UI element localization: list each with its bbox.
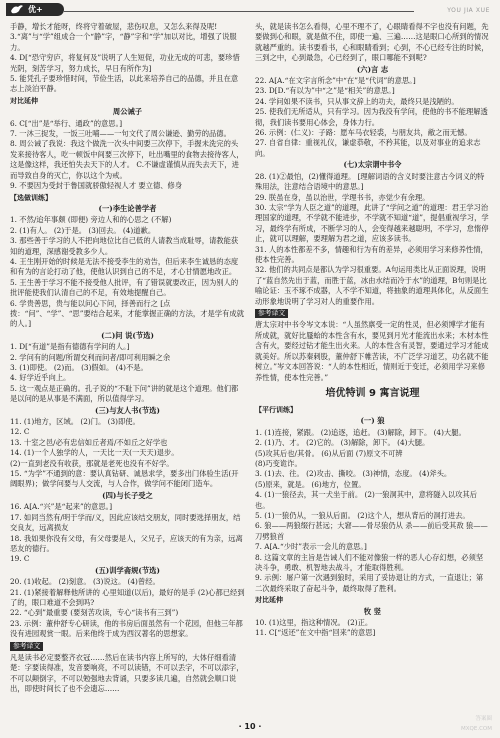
- logo-text: 优+: [28, 5, 43, 14]
- paragraph: 23. D[D.“有以为”中“之”是“相关”的意思。]: [255, 86, 395, 96]
- paragraph: 28. (1)②最怕，(2)懂得道理。 [理解词语的含义时要注意古今词义的特殊用法，注意结合语境中的意思。]: [255, 171, 485, 192]
- paragraph: 25. 使我们无所适从，只有学习。因为我没有学问，使他的书不能理解透彻，我们读书要用心体会，身体力行。: [255, 107, 488, 127]
- header-rule: [64, 11, 414, 12]
- paragraph: 22. “心到”最重要 (要刻苦攻读，专心“读书有三到”): [10, 608, 179, 618]
- section-tag: 【选做训练】: [10, 193, 52, 202]
- paragraph: 10. (1)这里，指这种情况。 (2)正。: [255, 618, 373, 628]
- section-heading: (一)李生论善学者: [98, 203, 157, 213]
- watermark: 答案圈 MXQE.COM: [461, 716, 492, 733]
- paragraph: 4. (1)一狼径去，其一犬坐于前。 (2)一狼洞其中，意将隧入以攻其后也。: [255, 490, 477, 510]
- paragraph: 24. 学问如果不读书，只从事文辞上的功夫，最终只是浅陋的。: [255, 96, 459, 106]
- section-tag: 对比延伸: [255, 596, 283, 605]
- header-right-text: YOU JIA XUE: [447, 7, 490, 14]
- paragraph: 17. 如同当然有/明于学而/义，因此应该结交朋友，同时要选择朋友，结交良友，远离损友: [10, 512, 241, 533]
- section-heading: (二)问 说(节选): [101, 330, 154, 340]
- paragraph: 5. 王生善于学习不能不接受他人批评，有了错误就要改正，因为别人的批评能使我们认清自己的不足，有效地提醒自己。: [10, 277, 239, 298]
- section-tag: 对比延伸: [10, 96, 38, 105]
- paragraph: 23. 示例：董仲舒专心研读，他的书房后面虽然有一个花园，但他三年都没有进园观赏一眼。后来他终于成为西汉著名的思想家。: [10, 618, 243, 639]
- paragraph: 30. 太宗“学为人臣之道”的道理，此讲了“学问之道”的道理：君王学习治理国家的道理，不学就不能进步，不学就不知道“道”，提倡重视学习，学习，最终学有所成，不断学习的人，会变得越来越聪明，不学习，怠惰停止，就可以理解，要理解为君之道，应该多读书。: [255, 202, 489, 244]
- reference-tag: 参考译文: [10, 642, 43, 652]
- paragraph: 8. 周公诫了我说：我这个做洗一次头中间要三次停下，手握未洗完的头发来接待客人，吃一顿饭中间要三次停下，吐出嘴里的食物去接待客人，这是像这样，我还怕失去天下的人才。 C.不谦虚谨慎从而失去天下，进而导致自身的灭亡，你以这个为戒。: [10, 139, 244, 180]
- paragraph: 4. 王生刚开始的时候是无法不接受李生的劝告，但后来李生诚恳的态度和有为的言论打动了他，使他认识到自己的不足，才心甘情愿地改正。: [10, 256, 239, 277]
- paragraph: 14. (1)一个人独学的人，一天比一天(一天天)退步。: [10, 448, 179, 458]
- section-heading: 牧 竖: [363, 606, 382, 616]
- paragraph: 手静，增长才能呀，终将守着破屋，悲伤叹息，又怎么来得及呢!: [10, 22, 218, 31]
- paragraph: 27. 自省自律：重视礼仪，谦虚恭敬，不矜其能，以及对事业的追求志向。: [255, 138, 481, 158]
- paragraph: 7. A[A.“少时”表示一会儿的意思。]: [255, 542, 367, 552]
- page-number: · 10 ·: [238, 721, 262, 731]
- paragraph: 21. (1)紧接着解释他所讲的 心里知道(以后)，最好的是手 (2)心都已经到了的，眼口难道不会到吗?: [10, 587, 245, 607]
- paragraph: 29. 朕虽在身，虽以治世，学理书书，亦觉少有余理。: [255, 192, 430, 202]
- paragraph: 3.“离”与“学”组成合一个“静”字，“静”字和“学”加以对比，增强了说服力。: [10, 32, 237, 52]
- paragraph: 2. 学问有的问题/所谓交利而问者/即可利用瞬之余: [10, 352, 171, 362]
- paragraph: 5. 能凭孔子要珍惜时间，节俭生活，以此来培养自己的品德，并且在意志上淡泊平静。: [10, 74, 239, 94]
- paragraph: (5)原来，就是。 (6)地方，位置。: [255, 479, 366, 489]
- section-heading: 周公诫子: [112, 107, 143, 117]
- page-header: [0, 0, 500, 20]
- paragraph: 9. 示例：屠户第一次遇到狼时，采用了妥协退让的方式，一直退让；第二次最终采取了奋起斗争，最终取得了胜利。: [255, 573, 484, 593]
- paragraph: 11. C[“返还”在文中指“回来”的意思]: [255, 628, 376, 638]
- paragraph: 4. D[“恐守穷庐，将复何及”说明了人生短促，功业无成的可悲，要珍惜光阴，刻苦学习，努力成长，早日有所作为]: [10, 53, 240, 73]
- paragraph: (5)攻其后也/其骨。 (6)从后面 (7)原文不可辨: [255, 448, 403, 458]
- paragraph: 22. A[A.“在文字言所念”中“在”是“代词”的意思。]: [255, 76, 416, 86]
- bird-logo-icon: [10, 3, 24, 15]
- paragraph: 18. 我如果你没有父母，有父母要是人，父兄子，应该天的有为亲，远离恶友的德行。: [10, 533, 243, 553]
- paragraph: 8. 这篇文章的主旨是告诫人们不能对像狼一样的恶人心存幻想，必须坚决斗争，勇敢、机智地去战斗，才能取得胜利。: [255, 552, 484, 572]
- paragraph: 12. C: [10, 427, 30, 437]
- paragraph: 16. A[A.“兴”是“起来”的意思。]: [10, 502, 113, 512]
- paragraph: 3. (1)去、往。 (2)攻击、撕咬。 (3)神情，态度。 (4)斧头。: [255, 469, 452, 479]
- paragraph: 2. (1)有人。 (2)于是。 (3)回去。 (4)道歉。: [10, 225, 156, 235]
- paragraph: 2. (1)乃、才。 (2)它的。 (3)解除，卸下。 (4)大腿。: [255, 438, 430, 448]
- paragraph: 凡是读书必定要整齐衣冠……然后在读书内容上所写的，大体仔细看清楚：字要读得准，发音要响亮，不可以读错，不可以丢字，不可以添字，不可以颠倒字，不可以勉强地去背诵，只要多读几遍，自然就会顺口说出，即使时间长了也不会遗忘……: [10, 653, 244, 694]
- paragraph: 6. 学贵善思，贵与能以问心下问，择善而行之 [点拨：“问”、“学”、“思”要结合起来，才能掌握正确的方法，才是学有成就的人。]: [10, 298, 244, 329]
- paragraph: 31. 人的本性都差不多，情趣和行为有的差异，必须用学习来修养性情，使本性完善。: [255, 244, 488, 264]
- paragraph: 20. (1)收起。 (2)刻意。 (3)说这。 (4)曾经。: [10, 577, 160, 587]
- paragraph: 1. D[“有道”是指有德德有学问的人。]: [10, 342, 130, 352]
- section-heading: (四)与长子受之: [102, 490, 153, 500]
- right-column: [255, 22, 490, 712]
- paragraph: 7. 一沐三捉发，一饭三吐哺——一句文代了周公谦逊、勤劳的品德。: [10, 129, 231, 139]
- paragraph: 1. 不然/迨年事颇 (即便) 旁边人和的心思之 (不解): [10, 215, 172, 225]
- paragraph: 9. 不要因为受封于鲁国就骄傲轻视人才 要立德、修身: [10, 181, 183, 191]
- paragraph: 头，就是读书怎么看得，心里不理不了，心眼睛看得不字也没有问题，先要做到心和眼，就是做不住，即使一遍、三遍……这是眼口心所到的情况就越严重的。读书要看书，心和眼睛看到；心到，不心已经专注的时候，三到之中，心到最急，心已经到了，眼口哪能不到呢?: [255, 22, 489, 63]
- paragraph: 5. (1)一狼仍从，一狼从后面。 (2)这个人，想从背后的洞打进去。: [255, 510, 470, 520]
- section-heading: (七)太宗谓中书令: [343, 160, 402, 170]
- paragraph: 4. 好学近乎向上。: [10, 373, 71, 383]
- paragraph: 32. 他们的共同点是都认为学习很重要。A句运用类比从正面说理，说明了“蓝自然先出于蓝，而胜于蓝，冰由水结而冷于水”的道理，B句则是比喻论证：玉不琢不成器，人不学不知道，将抽象的道理具体化，从反面生动形象地说明了学习对人的重要作用。: [255, 265, 489, 306]
- section-heading: (六)言 志: [356, 64, 389, 74]
- paragraph: 1. (1)连接，紧跟。 (2)追逐，追赶。 (3)解除，卸下。 (4)大腿。: [255, 427, 466, 437]
- paragraph: 6. 狼——两狼缀行甚远；大窘——骨尽狼仍从 杀——前后受其敌 狼——刀劈狼首: [255, 521, 488, 541]
- paragraph: 6. C[“出”是“举行、通政”的意思。]: [10, 118, 123, 128]
- paragraph: 3. (1)即使。 (2)而。 (3)假如。 (4)不是。: [10, 363, 148, 372]
- paragraph: 15. “为学”不通到的意：要认真钻研、诚恳求学，要多出门体验生活(开阔眼界)；做学问要与人交流，与人合作，做学问不能闭门造车。: [10, 469, 239, 489]
- paragraph: 唐太宗对中书令岑文本说：“人虽然禀受一定的性灵，但必须博学才能有所成就，就好比蜃蛤的本性含有水，要见到月光才能流出水来；木材本性含有火，要经过钻才能生出火来。人的本性含有灵智，要通过学习才能成就美好。所以苏秦刺股，董仲舒下帷苦读，不广泛学习道艺，功名就不能树立。”岑文本回答说：“人的本性相近，情则近于变迁，必须用学习来修养性情，使本性完善。”: [255, 320, 489, 382]
- section-heading: (五)训学斋规(节选): [95, 565, 160, 575]
- section-tag: 【平行训练】: [255, 405, 297, 414]
- reference-tag: 参考译文: [255, 309, 288, 319]
- section-heading: (三)与友人书(节选): [95, 405, 160, 415]
- chapter-title: 培优特训 9 寓言说理: [325, 387, 420, 399]
- paragraph: 3. 那些善于学习的人不把向地位比自己低的人请教当成耻辱，请教能获知的道理，深感谢受教多少人。: [10, 236, 239, 256]
- paragraph: (2)一直到老没有收获，那就是老死也没有不好学。: [10, 458, 174, 468]
- paragraph: 26. 示例：(仁义)：子路：愿车马衣轻裘，与朋友共，敝之而无憾。: [255, 128, 472, 138]
- section-heading: (一) 狼: [360, 416, 385, 426]
- paragraph: 19. C: [10, 554, 30, 564]
- paragraph: (8)巧变诡诈。: [255, 458, 302, 468]
- paragraph: 11. (1)地方，区域。 (2)门。 (3)即使。: [10, 417, 140, 427]
- left-column: [10, 22, 245, 712]
- paragraph: 13. 十室之邑/必有忠信如丘者焉/不如丘之好学也: [10, 437, 168, 447]
- two-column-body: [10, 22, 490, 712]
- paragraph: 5. 这一观点是正确的。孔子说的“不耻下问”讲的就是这个道理。他们都是以问的是从事是不满面，所以值得学习。: [10, 383, 239, 404]
- logo-band: [6, 3, 64, 16]
